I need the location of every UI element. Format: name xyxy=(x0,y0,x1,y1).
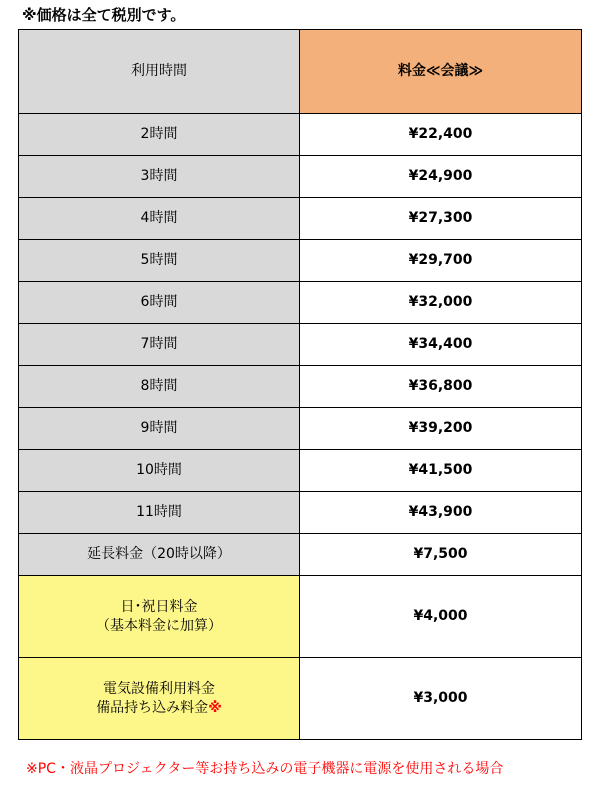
table-row xyxy=(19,408,582,450)
table-row xyxy=(19,366,582,408)
row-value: ¥27,300 xyxy=(300,198,582,240)
table-row xyxy=(19,534,582,576)
row-value: ¥41,500 xyxy=(300,450,582,492)
row-label: 7時間 xyxy=(19,324,300,366)
price-table xyxy=(18,29,582,740)
holiday-label xyxy=(19,576,300,658)
row-value: ¥24,900 xyxy=(300,156,582,198)
table-row xyxy=(19,156,582,198)
table-row xyxy=(19,282,582,324)
row-value: ¥29,700 xyxy=(300,240,582,282)
row-label: 9時間 xyxy=(19,408,300,450)
row-value-extension: ¥7,500 xyxy=(300,534,582,576)
row-label: 10時間 xyxy=(19,450,300,492)
equipment-label-line2 xyxy=(19,699,299,718)
equipment-label-line1: 電気設備利用料金 xyxy=(103,680,215,697)
header-meeting-fee: 料金≪会議≫ xyxy=(300,30,582,114)
header-usage-time: 利用時間 xyxy=(19,30,300,114)
table-row xyxy=(19,492,582,534)
row-label: 11時間 xyxy=(19,492,300,534)
holiday-label-line1: 日･祝日料金 xyxy=(120,598,198,615)
table-row xyxy=(19,198,582,240)
row-label: 8時間 xyxy=(19,366,300,408)
row-label: 4時間 xyxy=(19,198,300,240)
reference-mark: ※ xyxy=(208,699,222,716)
tax-note: ※価格は全て税別です。 xyxy=(22,6,186,24)
equipment-label-line2-text: 備品持ち込み料金 xyxy=(96,699,209,716)
row-label-extension: 延長料金（20時以降） xyxy=(19,534,300,576)
equipment-label xyxy=(19,658,300,740)
row-value: ¥34,400 xyxy=(300,324,582,366)
row-value: ¥32,000 xyxy=(300,282,582,324)
row-label: 6時間 xyxy=(19,282,300,324)
row-label: 3時間 xyxy=(19,156,300,198)
row-label: 2時間 xyxy=(19,114,300,156)
row-label: 5時間 xyxy=(19,240,300,282)
row-value: ¥39,200 xyxy=(300,408,582,450)
holiday-label-line2: （基本料金に加算） xyxy=(96,617,222,634)
row-value: ¥36,800 xyxy=(300,366,582,408)
table-header-row xyxy=(19,30,582,114)
table-row xyxy=(19,324,582,366)
holiday-value: ¥4,000 xyxy=(300,576,582,658)
table-row xyxy=(19,114,582,156)
equipment-value: ¥3,000 xyxy=(300,658,582,740)
power-usage-note: ※PC・液晶プロジェクター等お持ち込みの電子機器に電源を使用される場合 xyxy=(26,761,504,777)
table-row-holiday xyxy=(19,576,582,658)
table-row xyxy=(19,240,582,282)
row-value: ¥43,900 xyxy=(300,492,582,534)
table-row-equipment xyxy=(19,658,582,740)
table-row xyxy=(19,450,582,492)
row-value: ¥22,400 xyxy=(300,114,582,156)
